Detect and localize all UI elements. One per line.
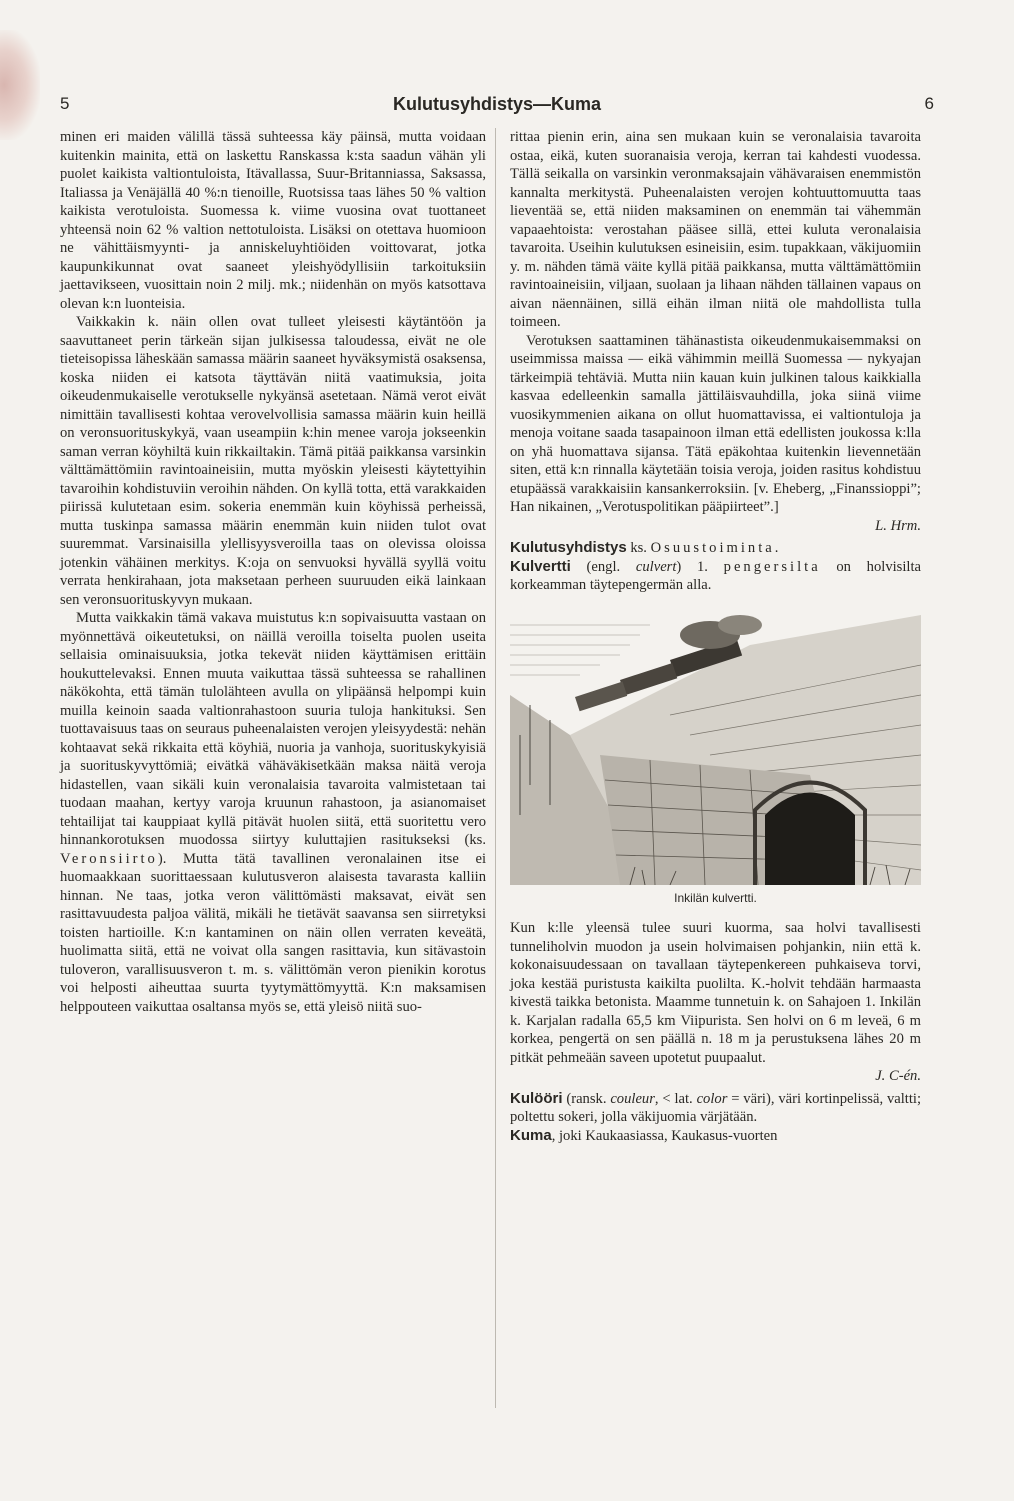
running-title: Kulutusyhdistys—Kuma — [392, 94, 602, 114]
cross-reference: Osuustoiminta — [650, 540, 775, 556]
entry-kuma: Kuma, joki Kaukaasiassa, Kaukasus-vuorten — [510, 1126, 778, 1144]
paragraph: rittaa pienin erin, aina sen mukaan kuin se veronalaisia tavaroita ostaa, eikä, kuten suoranaisia veroja, kerran tai kahdesti vuodessa. Tällä seikalla on varsinkin veronmaksajain vähävaraisen enemmistön kannalta merkitystä. Puheenalaisten verojen kohtuuttomuutta taas lieventää se, että niiden maksaminen on enemmän tai vähemmän vapaaehtoista: verostahan pääsee sillä, ettei kuluta veronalaisia tavaroita. Useihin kulutuksen esineisiin, esim. tupakkaan, väkijuomiin y. m. nähden tämä väite kyllä pitää paikkansa, mutta välttämättömiin ravintoaineisiin, viljaan, suolaan ja lihaan nähden tällainen vapaus on aivan näennäinen, sillä eihän ilman niitä ole mahdollista tulla toimeen. — [510, 129, 921, 330]
page-header — [60, 94, 934, 118]
entry-kulvertti: Kulvertti (engl. culvert) 1. pengersilta on holvisilta korkeamman täytepengermän alla. — [510, 557, 921, 593]
cross-reference: Veronsiirto — [60, 850, 158, 867]
column-divider — [495, 128, 496, 1408]
paragraph: minen eri maiden välillä tässä suhteessa käy päinsä, mutta voidaan kuitenkin mainita, että on laskettu Ranskassa k:sta saadun vähän yli puolet kaikista valtiontuloista, Itävallassa, Suur-Britanniassa, Saksassa, Italiassa ja Venäjällä 40 %:n tienoille, Ruotsissa taas lähes 50 % valtion kaikista verotuloista. Suomessa k. viime vuosina ovat tuottaneet yhteensä noin 62 % valtion nettotuloista. Lisäksi on otettava huomioon ne vähittäismyynti- ja anniskeluyhtiöiden voittovarat, jotka kaupunkikunnat ovat saaneet yleishyödyllisiin tarkoituksiin jaettavikseen, vuosittain noin 2 milj. mk.; niidenhän on myös katsottava olevan k:n luonteisia. — [60, 129, 486, 312]
figure-caption: Inkilän kulvertti. — [674, 890, 757, 905]
entry-term: Kulvertti — [510, 557, 571, 575]
railway-culvert-engraving-icon — [510, 605, 921, 885]
entry-term: Kulutusyhdistys — [510, 539, 627, 556]
paragraph: Kun k:lle yleensä tulee suuri kuorma, saa holvi tavallisesti tunneliholvin muodon ja usein holvimaisen pohjankin, niin että k. kokonaisuudessaan on tavallaan täytepenkereen puhkaiseva torvi, joka kestää puristusta kaikilta puolilta. K.-holvit tehdään harmaasta kivestä taikka betonista. Maamme tunnetuin k. on Sahajoen 1. Inkilän k. Karjalan radalla 65,5 km Viipurista. Sen holvi on 6 m leveä, 6 m korkea, pengertä on sen päällä n. 18 m ja perustuksena lähes 20 m pitkät pehmeään saveen upotetut puupaalut. — [510, 920, 921, 1066]
right-column — [510, 128, 921, 1145]
entry-koloori: Kulööri (ransk. couleur, < lat. color = väri), väri kortinpelissä, valtti; poltettu sokeri, jolla väkijuomia värjätään. — [510, 1089, 921, 1125]
entry-kulutusyhdistys: Kulutusyhdistys ks. Osuustoiminta. — [510, 539, 779, 556]
page-number-left: 5 — [60, 94, 70, 113]
page-stain — [0, 30, 40, 140]
signature: J. C-én. — [875, 1068, 921, 1084]
culvert-figure — [510, 605, 921, 885]
paragraph: Mutta vaikkakin tämä vakava muistutus k:n sopivaisuutta vastaan on myönnettävä oikeutetuksi, on näillä veroilla toiselta puolen useita sellaisia ominaisuuksia, jotka tekevät niiden käyttämisen erittäin houkuttelevaksi. Ennen muuta vaikuttaa tässä suhteessa se rahallinen näkökohta, että tämän tulolähteen avulla on ylipäänsä helpompi kuin muilla keinoin saada valtionrahastoon suuria tuloja hankituksi. Sen tuottavaisuus taas on seuraus puheenalaisten verojen yleisyydestä: nehän kohtaavat sekä rikkaita että köyhiä, nuoria ja vanhoja, suorituskykyisiä ja suorituskyvyttömiä; eivätkä vähäväkisetkään maksa näitä veroja hidastellen, vaan sikäli kuin veronalaisia tavaroita valmistetaan tai tuodaan maahan, kertyy varoja kruunun rahastoon, ja asianomaiset tehtailijat tai kauppiaat kyllä pitävät huolen siitä, että suoritettu vero hinnankorotuksen muodossa siirtyy kuluttajien rasitukseksi (ks. Veronsiirto). Mutta tätä tavallinen veronalainen itse ei huomaakkaan suorittaessaan kulutusveron alaisesta tavarasta kalliin hinnan. Ne taas, jotka veron välittömästi maksavat, eivät sen rasittavuudesta paljoa välitä, mikäli he tietävät saavansa sen siirretyksi toisten hartioille. K:n kantaminen on näin ollen verraten keveätä, huolimatta siitä, että ne voivat olla sangen rasittavia, kun sitävastoin tuloveron, varallisuusveron t. m. s. välittömän veron pienikin korotus voi helposti aiheuttaa suurta tyytymättömyyttä. K:n maksamisen helppouteen vaikuttaa osaltansa myös se, että yleisö niitä suo- — [60, 610, 486, 1015]
paragraph: Vaikkakin k. näin ollen ovat tulleet yleisesti käytäntöön ja saavuttaneet perin tärkeän sijan julkisessa taloudessa, eivät ne ole tieteisopissa läheskään samassa määrin saaneet hyväksymistä osaksensa, koska niiden ei katsota täyttävän niitä vaatimuksia, joita oikeudenmukaiselle verotukselle nykyänsä asetetaan. Nämä verot eivät nimittäin tavallisesti kohtaa verovelvollisia samassa määrin kuin heillä on veronsuorituskykyä, vaan useampiin k:hin menee varoja jokseenkin saman verran köyhiltä kuin rikkailtakin. Tämä pitää paikkansa varsinkin välttämättömiin ravintoaineisiin, mutta myöskin yleisesti käytettyihin tavaroihin kohdistuviin veroihin nähden. On kyllä totta, että varakkaiden piirissä kulutetaan esim. sokeria enemmän kuin köyhissä perheissä, mutta tuskinpa samassa määrin enemmän kuin niiden tulot ovat suuremmat. Varsinaisilla ylellisyysveroilla taas on olevissa oloissa jotenkin vähäinen merkitys. K:oja on senvuoksi hyvällä syyllä voitu verrata henkirahaan, jota maksetaan perheen suuruuden eikä lainkaan sen veronsuorituskyvyn mukaan. — [60, 314, 486, 608]
signature: L. Hrm. — [875, 517, 921, 534]
paragraph: Verotuksen saattaminen tähänastista oikeudenmukaisemmaksi on useimmissa maissa — eikä vähimmin meillä Suomessa — nykyajan tärkeimpiä tehtäviä. Mutta niin kauan kuin julkinen talous kaikkialla kasvaa edelleenkin samalla jättiläisvauhdilla, joka siinä viime vuosikymmenien aikana on ollut huomattavissa, ei valtiontuloja ja menoja voitane saada tasapainoon ilman että edellisten joukossa k:lla on yhä huomattava sijansa. Tätä epäkohtaa kuitenkin lievennetään siten, että k:n rinnalla käytetään toisia veroja, joiden rasitus kohdistuu etupäässä varakkaisiin kansankerroksiin. [v. Eheberg, „Finanssioppi”; Han nikainen, „Verotuspolitikan pääpiirteet”.] — [510, 332, 921, 515]
page-number-right: 6 — [924, 94, 934, 113]
left-column — [60, 128, 486, 1016]
entry-term: Kuma — [510, 1126, 552, 1144]
entry-term: Kulööri — [510, 1089, 563, 1107]
